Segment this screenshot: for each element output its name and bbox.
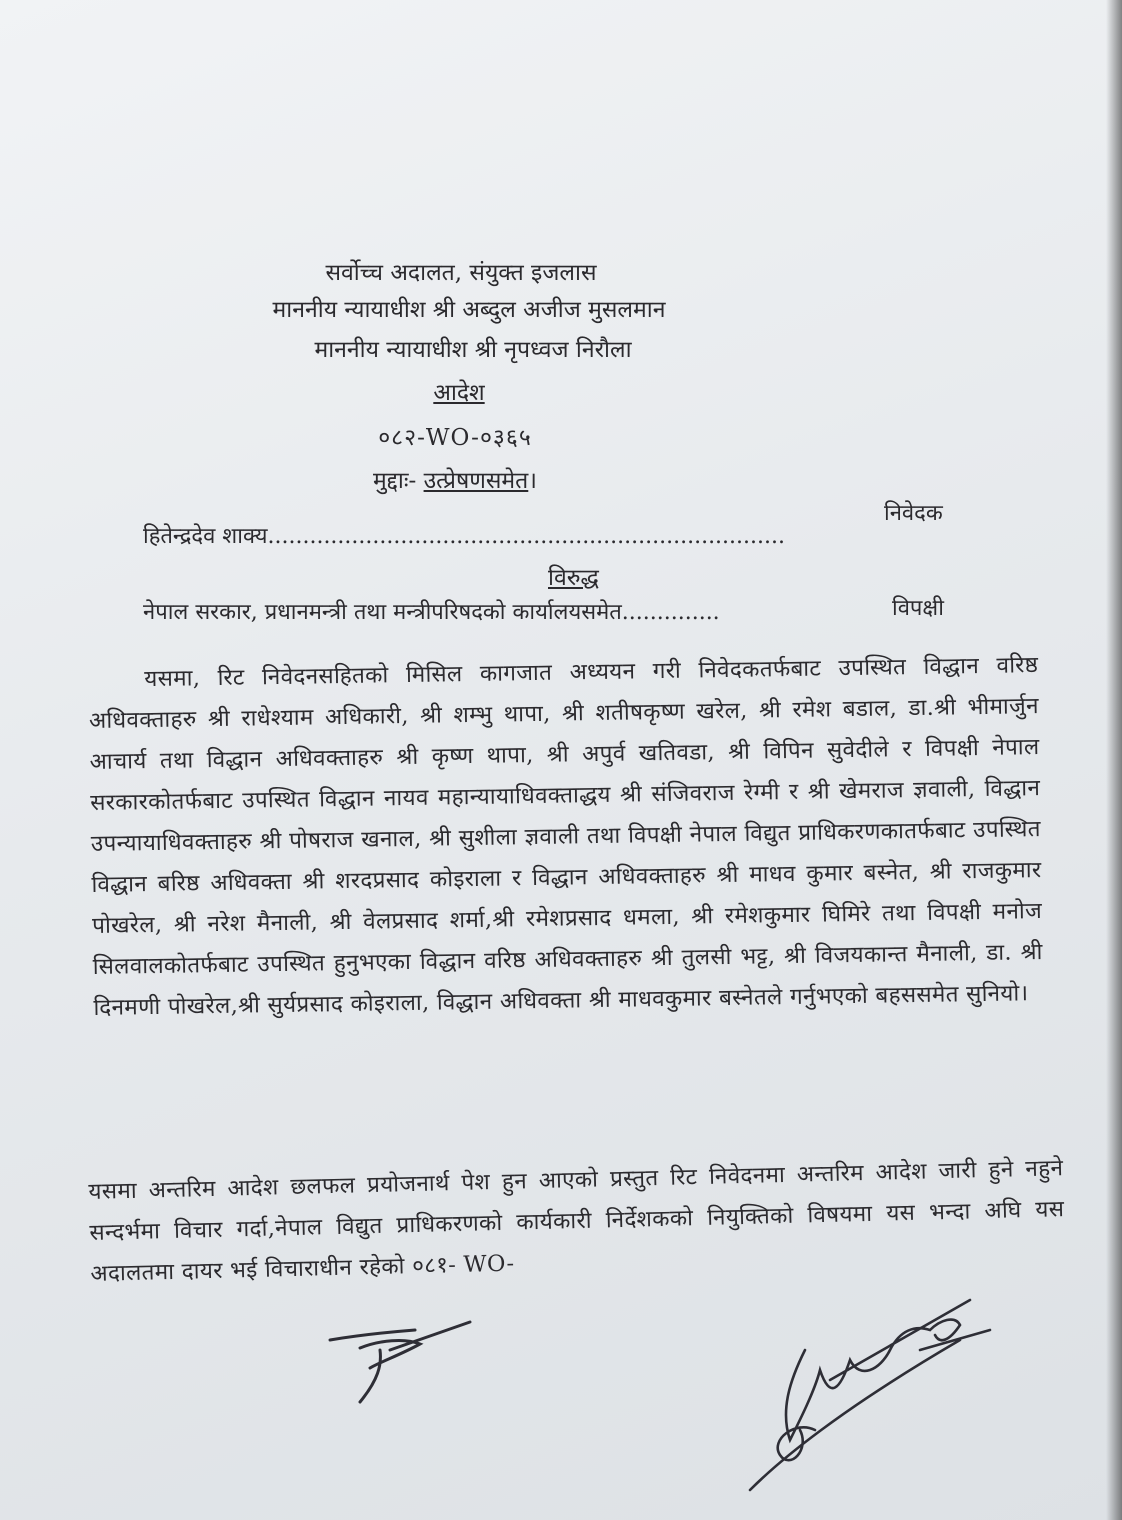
case-subject (0, 463, 1016, 495)
respondent-name: नेपाल सरकार, प्रधानमन्त्री तथा मन्त्रीपरिषदको कार्यालयसमेत.............. (143, 600, 720, 625)
petitioner-role: निवेदक (884, 501, 943, 526)
subject-text: उत्प्रेषणसमेत (423, 468, 529, 494)
versus-label: विरुद्ध (548, 565, 599, 591)
order-title: आदेश (433, 380, 485, 406)
page-edge-shadow (1106, 0, 1122, 1520)
case-number: ०८२-WO-०३६५ (378, 425, 532, 451)
paragraph-interim-order: यसमा अन्तरिम आदेश छलफल प्रयोजनार्थ पेश हुन आएको प्रस्तुत रिट निवेदनमा अन्तरिम आदेश जारी हुने नहुने सन्दर्भमा विचार गर्दा,नेपाल विद्युत प्राधिकरणको कार्यकारी निर्देशकको नियुक्तिको विषयमा यस भन्दा अघि यस अदालतमा दायर भई विचाराधीन रहेको ०८१- WO- (88, 1155, 1065, 1287)
subject-prefix: मुद्दाः- (373, 468, 417, 494)
judge-2: माननीय न्यायाधीश श्री नृपध्वज निरौला (314, 337, 632, 363)
subject-end: । (528, 468, 537, 494)
court-name: सर्वोच्च अदालत, संयुक्त इजलास (325, 260, 597, 286)
paragraph-hearing: यसमा, रिट निवेदनसहितको मिसिल कागजात अध्ययन गरी निवेदकतर्फबाट उपस्थित विद्धान वरिष्ठ अधिवक्ताहरु श्री राधेश्याम अधिकारी, श्री शम्भु थापा, श्री शतीषकृष्ण खरेल, श्री रमेश बडाल, डा.श्री भीमार्जुन आचार्य तथा विद्धान अधिवक्ताहरु श्री कृष्ण थापा, श्री अपुर्व खतिवडा, श्री विपिन सुवेदीले र विपक्षी नेपाल सरकारकोतर्फबाट उपस्थित विद्धान नायव महान्यायाधिवक्ताद्धय श्री संजिवराज रेग्मी र श्री खेमराज ज्ञवाली, विद्धान उपन्यायाधिवक्ताहरु श्री पोषराज खनाल, श्री सुशीला ज्ञवाली तथा विपक्षी नेपाल विद्युत प्राधिकरणकातर्फबाट उपस्थित विद्धान बरिष्ठ अधिवक्ता श्री शरदप्रसाद कोइराला र विद्धान अधिवक्ताहरु श्री माधव कुमार बस्नेत, श्री राजकुमार पोखरेल, श्री नरेश मैनाली, श्री वेलप्रसाद शर्मा,श्री रमेशप्रसाद धमला, श्री रमेशकुमार घिमिरे तथा विपक्षी मनोज सिलवालकोतर्फबाट उपस्थित हुनुभएका विद्धान वरिष्ठ अधिवक्ताहरु श्री तुलसी भट्ट, श्री विजयकान्त मैनाली, डा. श्री दिनमणी पोखरेल,श्री सुर्यप्रसाद कोइराला, विद्धान अधिवक्ता श्री माधवकुमार बस्नेतले गर्नुभएको बहससमेत सुनियो। (88, 652, 1043, 1021)
judge-1: माननीय न्यायाधीश श्री अब्दुल अजीज मुसलमान (272, 297, 666, 323)
signature-right (720, 1290, 1020, 1510)
signature-left (320, 1310, 480, 1410)
petitioner-name: हितेन्द्रदेव शाक्य.......................................................................... (143, 524, 785, 549)
respondent-role: विपक्षी (892, 596, 944, 621)
